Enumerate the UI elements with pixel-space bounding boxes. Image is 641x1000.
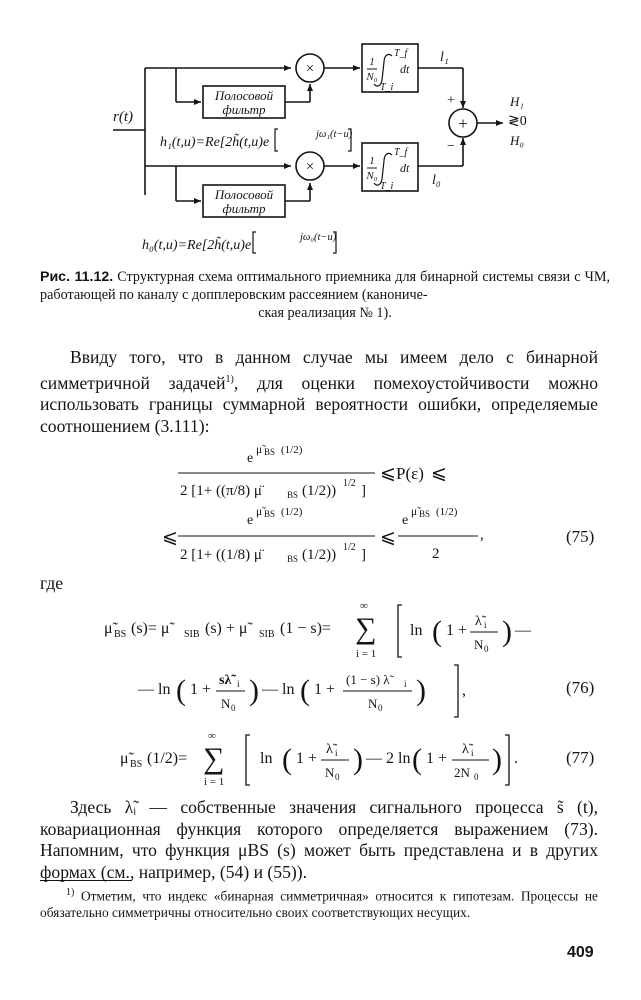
svg-text:2 [1+ ((1/8) μ̈: 2 [1+ ((1/8) μ̈: [180, 547, 262, 563]
svg-text:): ): [492, 743, 502, 776]
svg-text:): ): [249, 674, 259, 707]
svg-text:λ̃: λ̃: [475, 614, 482, 629]
svg-text:1 +: 1 +: [190, 681, 212, 698]
filter-0-line2: фильтр: [222, 201, 266, 216]
svg-text:(1/2): (1/2): [281, 506, 303, 518]
filter-0-line1: Полосовой: [214, 187, 274, 202]
svg-text:2: 2: [432, 546, 440, 562]
svg-text:(1/2)): (1/2)): [302, 547, 337, 563]
decision-compare: ≷0: [508, 114, 527, 129]
svg-text:∞: ∞: [360, 600, 368, 612]
svg-text:i: i: [237, 679, 240, 689]
svg-text:(s) + μ̃: (s) + μ̃: [205, 620, 248, 637]
paragraph-intro: [40, 347, 598, 437]
int0-upper: T_f: [394, 147, 408, 158]
svg-text:(1 − s) λ̃: (1 − s) λ̃: [346, 672, 390, 687]
svg-text:i: i: [404, 679, 407, 689]
equation-77: [0, 727, 641, 787]
svg-text:,: ,: [462, 682, 466, 699]
paragraph-eigenvalues: Здесь λ̃ᵢ — собственные значения сигнального процесса s̃ (t), ковариационная функция которого определяется выражением (73). Напомним, что функция μBS (s) может быть представлена и в других формах (см., например, (54) и (55)).: [40, 797, 598, 882]
int0-den: N₀: [366, 170, 378, 182]
svg-text:]: ]: [361, 547, 366, 563]
svg-text:0: 0: [378, 703, 383, 713]
svg-text:i: i: [335, 748, 338, 758]
svg-text:μ̃: μ̃: [411, 506, 418, 518]
where-word: где: [40, 573, 64, 593]
svg-text:μ̃: μ̃: [256, 506, 263, 518]
para1-text-b: , для оценки помехоустойчивости можно использовать границы суммарной вероятности ошибки, определяемые соотношением (3.111):: [40, 372, 598, 436]
svg-text:): ): [502, 615, 512, 648]
svg-text:BS: BS: [130, 759, 143, 770]
svg-text:SIB: SIB: [184, 629, 200, 640]
svg-text:— 2 ln: — 2 ln: [366, 750, 411, 767]
svg-text:(1/2)): (1/2)): [302, 483, 337, 499]
footnote-mark: 1): [66, 887, 75, 898]
svg-text:BS: BS: [419, 509, 431, 519]
eq75-number: (75): [566, 527, 595, 546]
int0-dt: dt: [400, 161, 410, 175]
para1-text-a: Ввиду того, что в данном случае мы имеем дело с бинарной симметричной задачей: [40, 347, 598, 393]
svg-text:μ̃: μ̃: [256, 444, 263, 456]
svg-text:(1 − s)=: (1 − s)=: [280, 620, 331, 637]
caption-text: Структурная схема оптимального приемника для бинарной системы связи с ЧМ, работающей по каналу с допплеровским рассеянием (канониче-: [40, 269, 610, 303]
svg-text:2 [1+ ((π/8) μ̈: 2 [1+ ((π/8) μ̈: [180, 483, 262, 499]
svg-text:e: e: [247, 451, 254, 466]
svg-text:,: ,: [480, 527, 484, 543]
svg-text:1 +: 1 +: [446, 622, 468, 639]
caption-last-line: ская реализация № 1).: [258, 305, 392, 321]
svg-text:sλ̃: sλ̃: [219, 673, 232, 688]
receiver-block-diagram: [0, 0, 641, 262]
int1-upper: T_f: [394, 48, 408, 59]
plus-sign: +: [447, 93, 455, 108]
footnote-text: Отметим, что индекс «бинарная симметричная» относится к гипотезам. Процессы не обязательно симметричны относительно своих соответствующих несущих.: [40, 888, 598, 921]
multiplier-1-symbol: ×: [305, 61, 315, 77]
h1-impulse-exp: jω₁(t−u): [316, 129, 353, 140]
svg-text:e: e: [402, 513, 409, 528]
svg-text:— ln: — ln: [262, 681, 295, 698]
svg-text:BS: BS: [114, 629, 127, 640]
h0-impulse-exp: jω₀(t−u): [300, 232, 337, 243]
page-number: 409: [567, 944, 594, 961]
svg-text:—: —: [515, 622, 531, 639]
svg-text:BS: BS: [264, 509, 276, 519]
svg-text:N: N: [325, 765, 335, 780]
svg-text:0: 0: [231, 703, 236, 713]
int1-dt: dt: [400, 62, 410, 76]
svg-text:N: N: [474, 637, 484, 652]
decision-h1: H₁: [510, 94, 524, 109]
svg-text:): ): [416, 674, 426, 707]
svg-text:1 +: 1 +: [314, 681, 336, 698]
footnote: [40, 885, 598, 922]
footnote-ref: 1): [225, 373, 234, 385]
svg-text:): ): [353, 743, 363, 776]
svg-text:ln: ln: [260, 750, 273, 767]
svg-text:⩽: ⩽: [431, 463, 447, 484]
svg-text:∑: ∑: [355, 612, 377, 645]
int1-lower: T_i: [380, 82, 394, 93]
svg-text:(: (: [432, 615, 442, 648]
footnote-rule: [40, 880, 132, 881]
svg-text:i: i: [471, 748, 474, 758]
svg-text:(1/2): (1/2): [436, 506, 458, 518]
equation-75: [0, 438, 641, 573]
svg-text:i: i: [484, 620, 487, 630]
svg-text:i = 1: i = 1: [356, 648, 377, 660]
svg-text:(1/2): (1/2): [281, 444, 303, 456]
svg-text:— ln: — ln: [138, 681, 171, 698]
svg-text:(: (: [282, 743, 292, 776]
h1-impulse-label: h₁(t,u)=Re[2h̃(t,u)e: [160, 135, 270, 150]
int0-lower: T_i: [380, 181, 394, 192]
pe-symbol: P(ε): [396, 464, 424, 483]
h0-impulse-label: h₀(t,u)=Re[2h̃(t,u)e: [142, 238, 252, 253]
l1-label: l₁: [440, 50, 449, 65]
svg-text:0: 0: [484, 644, 489, 654]
svg-text:μ̃: μ̃: [120, 750, 129, 767]
svg-text:λ̃: λ̃: [326, 742, 333, 757]
svg-text:1/2: 1/2: [343, 478, 356, 489]
l0-label: l₀: [432, 173, 441, 188]
svg-text:BS: BS: [264, 447, 276, 457]
svg-text:(s)= μ̃: (s)= μ̃: [131, 620, 170, 637]
input-label: r(t): [113, 109, 133, 125]
filter-1-line2: фильтр: [222, 102, 266, 117]
svg-text:e: e: [247, 513, 254, 528]
svg-text:N: N: [368, 696, 378, 711]
svg-text:1 +: 1 +: [426, 750, 448, 767]
svg-text:⩽: ⩽: [380, 527, 396, 548]
adder-symbol: +: [458, 114, 468, 133]
svg-text:.: .: [514, 750, 518, 767]
svg-text:λ̃: λ̃: [462, 742, 469, 757]
svg-text:⩽: ⩽: [380, 463, 396, 484]
eq76-number: (76): [566, 678, 595, 697]
svg-text:BS: BS: [287, 554, 299, 564]
minus-sign: −: [447, 139, 455, 154]
svg-text:2N: 2N: [454, 765, 470, 780]
caption-label: Рис. 11.12.: [40, 269, 114, 285]
svg-text:μ̃: μ̃: [104, 620, 113, 637]
svg-text:0: 0: [474, 772, 479, 782]
svg-text:(: (: [176, 674, 186, 707]
svg-text:∞: ∞: [208, 730, 216, 742]
svg-text:i = 1: i = 1: [204, 776, 225, 787]
svg-text:]: ]: [361, 483, 366, 499]
multiplier-0-symbol: ×: [305, 159, 315, 175]
svg-text:SIB: SIB: [259, 629, 275, 640]
svg-text:1/2: 1/2: [343, 542, 356, 553]
int0-num: 1: [369, 155, 375, 167]
svg-text:∑: ∑: [203, 742, 225, 775]
filter-1-line1: Полосовой: [214, 88, 274, 103]
svg-text:(: (: [300, 674, 310, 707]
svg-text:⩽: ⩽: [162, 527, 178, 548]
svg-text:1 +: 1 +: [296, 750, 318, 767]
svg-text:N: N: [221, 696, 231, 711]
svg-text:BS: BS: [287, 490, 299, 500]
int1-num: 1: [369, 56, 375, 68]
svg-text:(: (: [412, 743, 422, 776]
equation-76: [0, 595, 641, 725]
int1-den: N₀: [366, 71, 378, 83]
svg-text:ln: ln: [410, 622, 423, 639]
figure-caption: [40, 268, 610, 322]
svg-text:0: 0: [335, 772, 340, 782]
svg-text:(1/2)=: (1/2)=: [147, 750, 188, 767]
decision-h0: H₀: [510, 133, 524, 148]
eq77-number: (77): [566, 748, 595, 767]
